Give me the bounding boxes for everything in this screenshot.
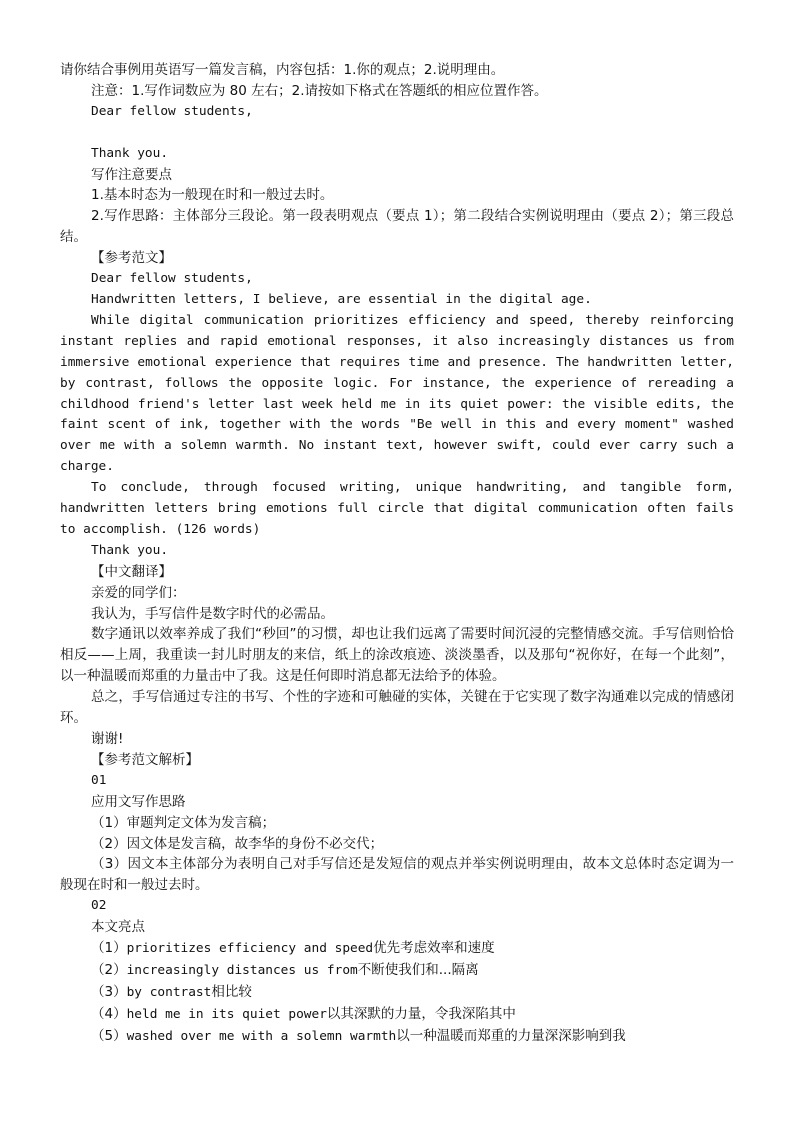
highlight-2-number: （2） (91, 961, 127, 978)
highlight-3-chinese: 相比较 (211, 983, 252, 1000)
sample-closing: Thank you. (91, 542, 169, 558)
blank-line (60, 123, 734, 144)
highlight-5-english: washed over me with a solemn warmth (126, 1028, 397, 1044)
translation-greeting: 亲爱的同学们： (91, 584, 186, 601)
tips-point-2: 2.写作思路：主体部分三段论。第一段表明观点（要点 1）；第二段结合实例说明理由（要点 2）；第三段总结。 (60, 208, 734, 246)
task-closing: Thank you. (91, 145, 169, 161)
highlight-1-number: （1） (91, 940, 127, 957)
highlight-4-chinese: 以其深默的力量，令我深陷其中 (326, 1005, 516, 1022)
translation-para-1: 我认为，手写信件是数字时代的必需品。 (91, 605, 334, 622)
document-page (60, 60, 734, 1048)
analysis-section-2-title: 本文亮点 (91, 919, 145, 936)
highlight-1-chinese: 优先考虑效率和速度 (373, 940, 495, 957)
translation-closing: 谢谢! (91, 731, 124, 747)
highlight-4-number: （4） (91, 1005, 127, 1022)
highlight-2-chinese: 不断使我们和...隔离 (357, 961, 479, 978)
highlight-4-english: held me in its quiet power (126, 1006, 327, 1022)
highlight-item-4 (60, 1004, 734, 1026)
highlight-3-english: by contrast (126, 984, 212, 1000)
highlight-1-english: prioritizes efficiency and speed (126, 941, 374, 957)
analysis-s1-item-3: （3）因文本主体部分为表明自己对手写信还是发短信的观点并举实例说明理由，故本文总体时态定调为一般现在时和一般过去时。 (60, 856, 734, 894)
analysis-heading: 【参考范文解析】 (91, 751, 199, 768)
analysis-section-2-number: 02 (91, 898, 107, 914)
highlight-item-1 (60, 938, 734, 960)
task-greeting: Dear fellow students, (91, 103, 253, 119)
sample-heading: 【参考范文】 (91, 250, 172, 267)
analysis-s1-item-1: （1）审题判定文体为发言稿； (91, 814, 276, 831)
highlight-item-3 (60, 982, 734, 1004)
highlight-5-number: （5） (91, 1027, 127, 1044)
highlight-2-english: increasingly distances us from (126, 962, 358, 978)
analysis-section-1-title: 应用文写作思路 (91, 793, 186, 810)
highlight-5-chinese: 以一种温暖而郑重的力量深深影响到我 (396, 1027, 626, 1044)
translation-para-2: 数字通讯以效率养成了我们“秒回”的习惯，却也让我们远离了需要时间沉浸的完整情感交流。手写信则恰恰相反——上周，我重读一封儿时朋友的来信，纸上的涂改痕迹、淡淡墨香，以及那句“祝你好，在每一个此刻”，以一种温暖而郑重的力量击中了我。这是任何即时消息都无法给予的体验。 (60, 626, 734, 685)
task-note: 注意：1.写作词数应为 80 左右；2.请按如下格式在答题纸的相应位置作答。 (91, 82, 548, 99)
sample-para-1: Handwritten letters, I believe, are essential in the digital age. (91, 291, 592, 307)
analysis-section-1-number: 01 (91, 772, 107, 788)
task-prompt: 请你结合事例用英语写一篇发言稿，内容包括：1.你的观点；2.说明理由。 (60, 62, 505, 78)
tips-point-1: 1.基本时态为一般现在时和一般过去时。 (91, 187, 334, 204)
sample-para-3: To conclude, through focused writing, unique handwriting, and tangible form, handwritten letters bring emotions full circle that digital communication often fails to accomplish. (126 words) (60, 480, 734, 537)
highlight-item-2 (60, 960, 734, 982)
translation-heading: 【中文翻译】 (91, 563, 172, 580)
highlight-item-5 (60, 1026, 734, 1048)
tips-heading: 写作注意要点 (91, 166, 172, 183)
sample-para-2: While digital communication prioritizes efficiency and speed, thereby reinforcing instant replies and rapid emotional responses, it also increasingly distances us from immersive emotional experience that requires time and presence. The handwritten letter, by contrast, follows the opposite logic. For instance, the experience of rereading a childhood friend's letter last week held me in its quiet power: the visible edits, the faint scent of ink, together with the words "Be well in this and every moment" washed over me with a solemn warmth. No instant text, however swift, could ever carry such a charge. (60, 312, 734, 475)
analysis-s1-item-2: （2）因文体是发言稿，故李华的身份不必交代； (91, 835, 384, 852)
translation-para-3: 总之，手写信通过专注的书写、个性的字迹和可触碰的实体，关键在于它实现了数字沟通难以完成的情感闭环。 (60, 689, 734, 727)
sample-greeting: Dear fellow students, (91, 271, 253, 287)
highlight-3-number: （3） (91, 983, 127, 1000)
